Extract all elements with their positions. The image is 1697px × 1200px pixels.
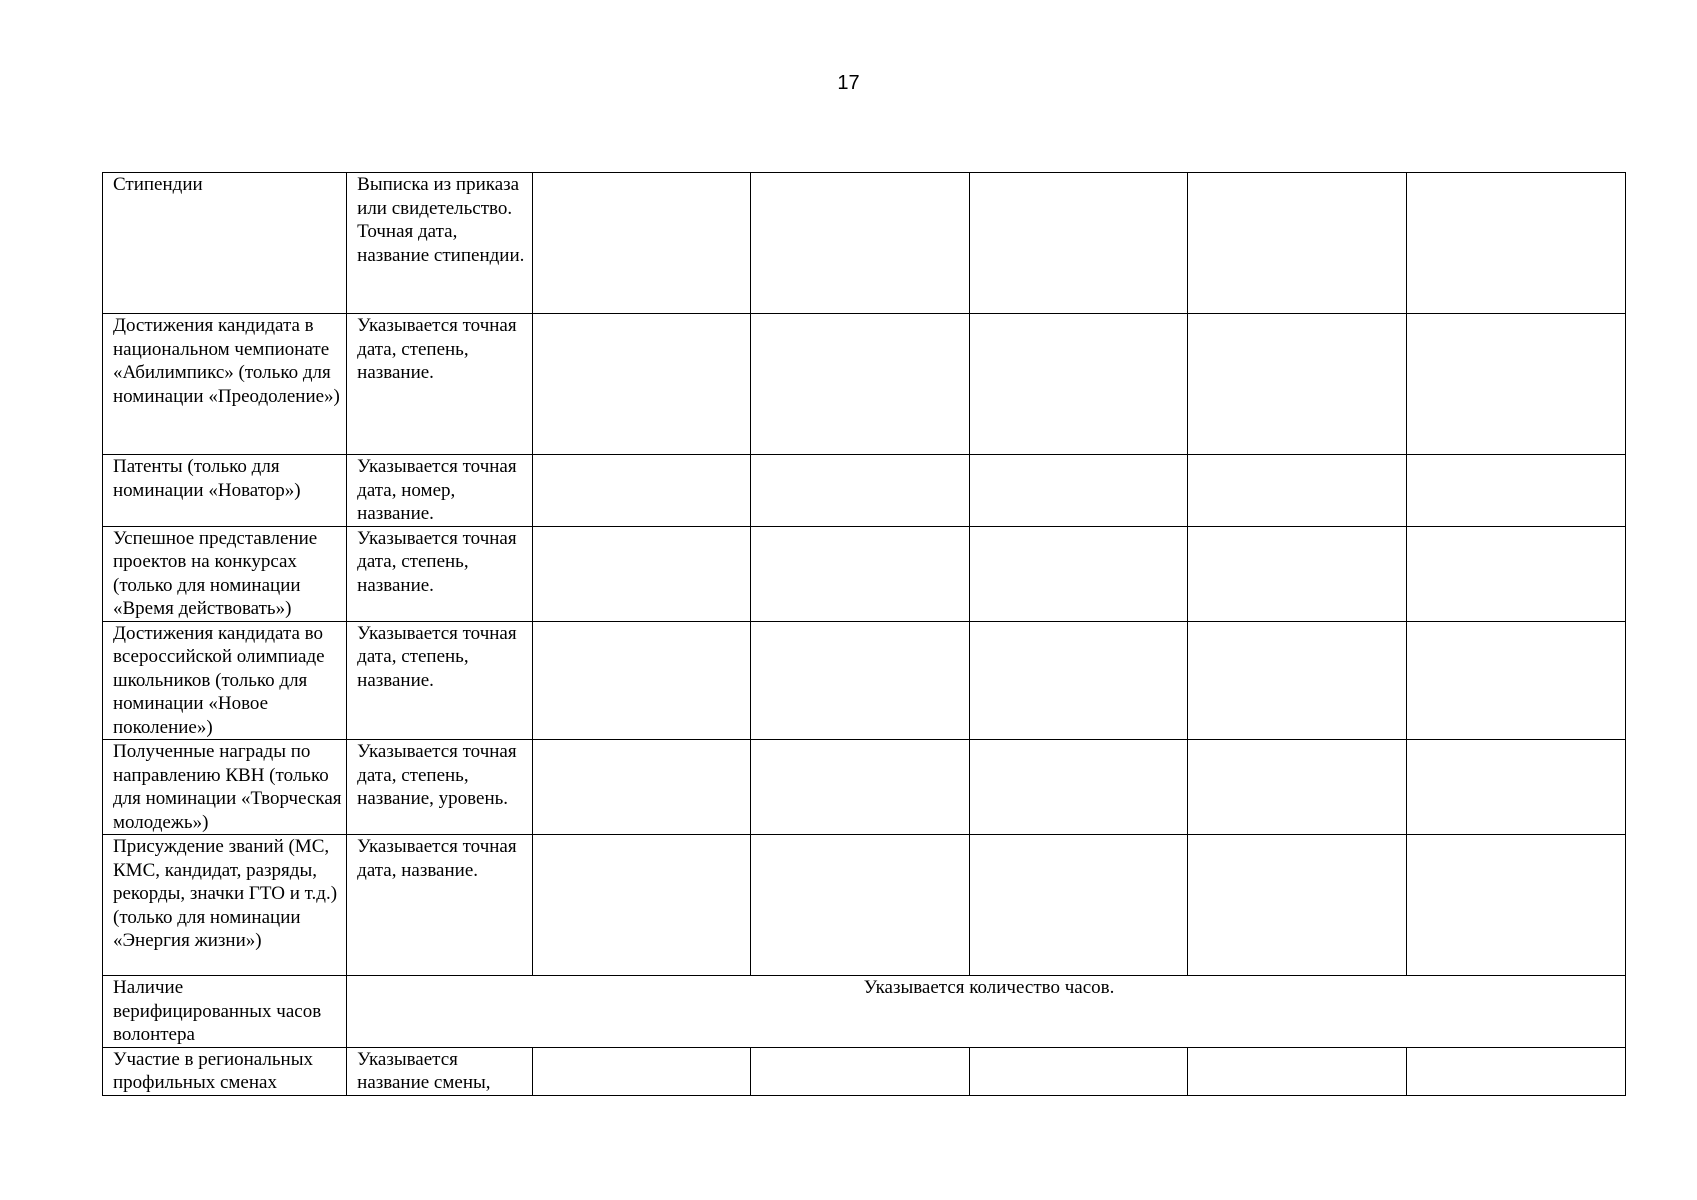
criterion-cell: Стипендии <box>103 173 347 314</box>
criterion-cell: Достижения кандидата во всероссийской олимпиаде школьников (только для номинации «Новое поколение») <box>103 621 347 740</box>
empty-cell[interactable] <box>751 621 969 740</box>
empty-cell[interactable] <box>1187 1047 1406 1095</box>
description-cell: Указывается точная дата, степень, название. <box>347 526 533 621</box>
table-row <box>103 455 1626 527</box>
description-cell: Указывается точная дата, номер, название. <box>347 455 533 527</box>
merged-note-cell[interactable]: Указывается количество часов. <box>347 976 1626 1048</box>
table-row <box>103 835 1626 976</box>
table-row <box>103 314 1626 455</box>
empty-cell[interactable] <box>1187 455 1406 527</box>
description-cell: Указывается точная дата, степень, название, уровень. <box>347 740 533 835</box>
page-number: 17 <box>837 72 860 94</box>
empty-cell[interactable] <box>969 314 1187 455</box>
table-row <box>103 621 1626 740</box>
empty-cell[interactable] <box>751 455 969 527</box>
criterion-cell: Патенты (только для номинации «Новатор») <box>103 455 347 527</box>
empty-cell[interactable] <box>1406 740 1625 835</box>
empty-cell[interactable] <box>533 740 751 835</box>
table-row <box>103 976 1626 1048</box>
empty-cell[interactable] <box>751 740 969 835</box>
empty-cell[interactable] <box>751 314 969 455</box>
table-row <box>103 526 1626 621</box>
criterion-cell: Достижения кандидата в национальном чемпионате «Абилимпикс» (только для номинации «Преодоление») <box>103 314 347 455</box>
empty-cell[interactable] <box>1406 621 1625 740</box>
empty-cell[interactable] <box>1187 740 1406 835</box>
criterion-cell: Присуждение званий (МС, КМС, кандидат, разряды, рекорды, значки ГТО и т.д.) (только для номинации «Энергия жизни») <box>103 835 347 976</box>
empty-cell[interactable] <box>969 1047 1187 1095</box>
empty-cell[interactable] <box>533 455 751 527</box>
criterion-cell: Успешное представление проектов на конкурсах (только для номинации «Время действовать») <box>103 526 347 621</box>
empty-cell[interactable] <box>969 455 1187 527</box>
criterion-cell: Участие в региональных профильных сменах <box>103 1047 347 1095</box>
table-row <box>103 1047 1626 1095</box>
empty-cell[interactable] <box>969 526 1187 621</box>
empty-cell[interactable] <box>533 835 751 976</box>
empty-cell[interactable] <box>1406 526 1625 621</box>
empty-cell[interactable] <box>1187 835 1406 976</box>
empty-cell[interactable] <box>533 621 751 740</box>
empty-cell[interactable] <box>1406 835 1625 976</box>
table-row <box>103 173 1626 314</box>
empty-cell[interactable] <box>533 526 751 621</box>
table-row <box>103 740 1626 835</box>
description-cell: Указывается точная дата, степень, название. <box>347 314 533 455</box>
description-cell: Выписка из приказа или свидетельство. Точная дата, название стипендии. <box>347 173 533 314</box>
empty-cell[interactable] <box>1187 173 1406 314</box>
description-cell: Указывается название смены, <box>347 1047 533 1095</box>
empty-cell[interactable] <box>1406 455 1625 527</box>
empty-cell[interactable] <box>751 835 969 976</box>
empty-cell[interactable] <box>533 1047 751 1095</box>
empty-cell[interactable] <box>1406 314 1625 455</box>
criteria-table <box>102 172 1626 1096</box>
empty-cell[interactable] <box>1187 621 1406 740</box>
description-cell: Указывается точная дата, название. <box>347 835 533 976</box>
empty-cell[interactable] <box>1406 1047 1625 1095</box>
empty-cell[interactable] <box>751 1047 969 1095</box>
empty-cell[interactable] <box>969 621 1187 740</box>
empty-cell[interactable] <box>969 835 1187 976</box>
empty-cell[interactable] <box>969 740 1187 835</box>
empty-cell[interactable] <box>751 173 969 314</box>
criterion-cell: Полученные награды по направлению КВН (только для номинации «Творческая молодежь») <box>103 740 347 835</box>
empty-cell[interactable] <box>1187 314 1406 455</box>
empty-cell[interactable] <box>969 173 1187 314</box>
criterion-cell: Наличие верифицированных часов волонтера <box>103 976 347 1048</box>
description-cell: Указывается точная дата, степень, название. <box>347 621 533 740</box>
empty-cell[interactable] <box>1187 526 1406 621</box>
empty-cell[interactable] <box>533 314 751 455</box>
empty-cell[interactable] <box>533 173 751 314</box>
empty-cell[interactable] <box>1406 173 1625 314</box>
empty-cell[interactable] <box>751 526 969 621</box>
